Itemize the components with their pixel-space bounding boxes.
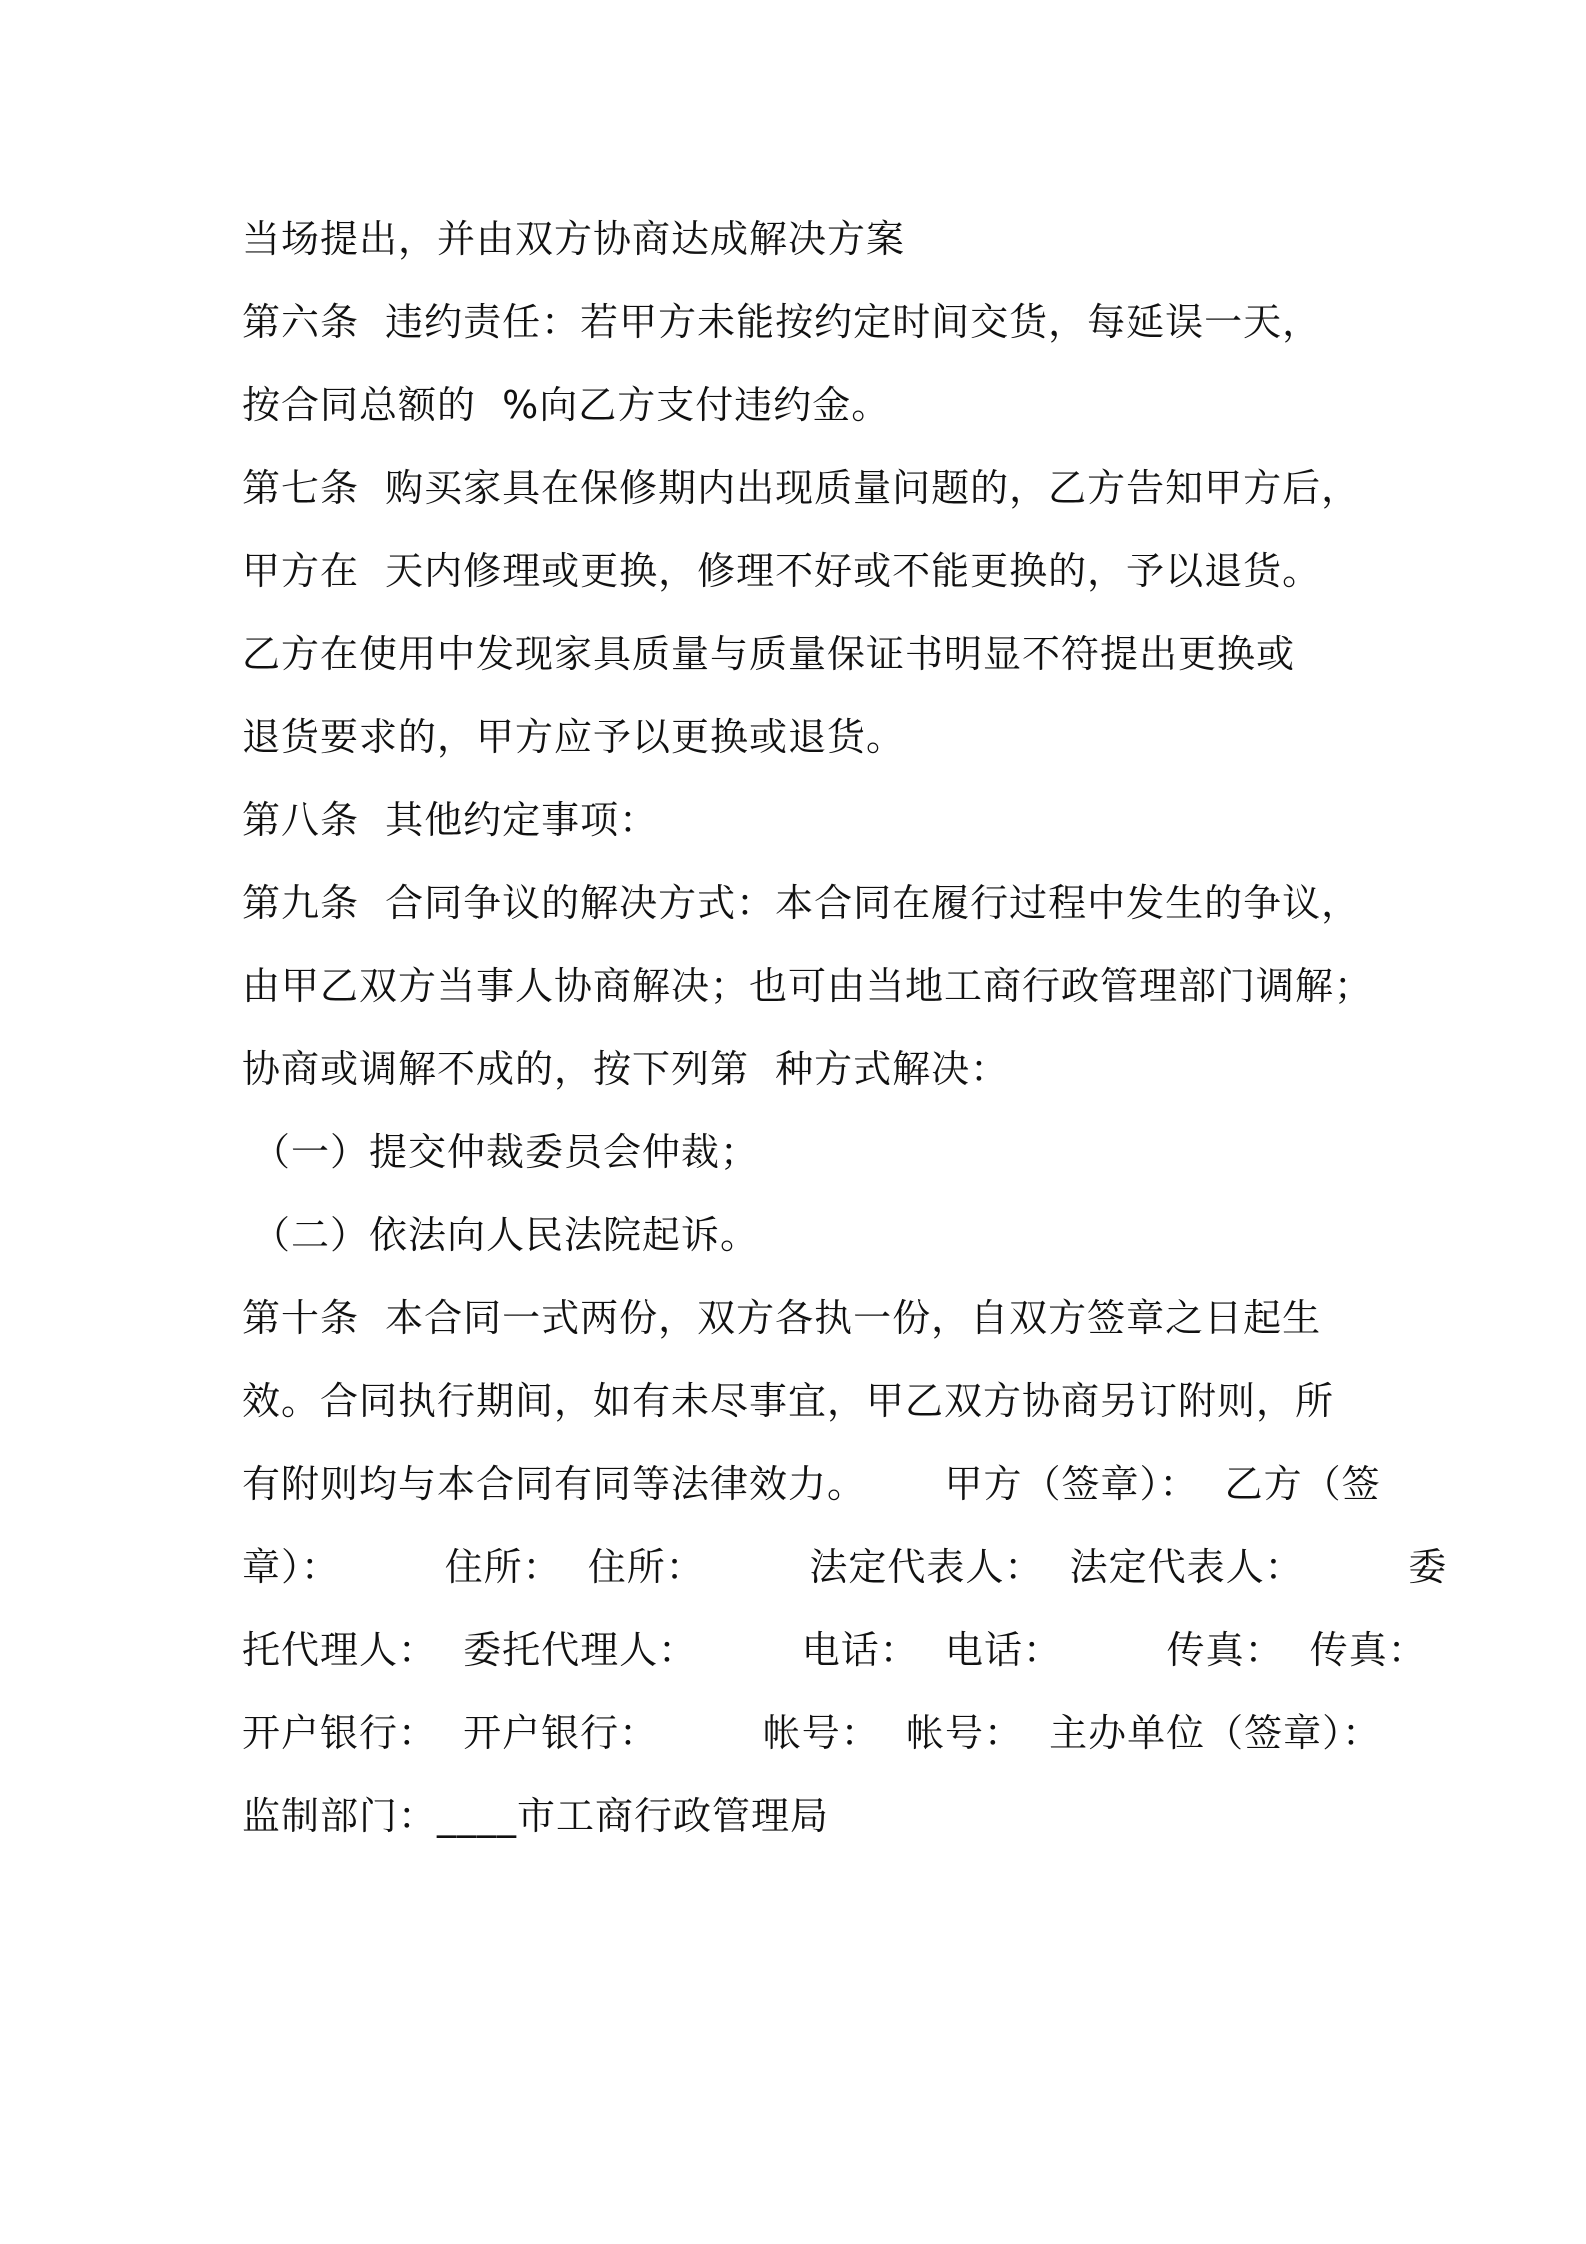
article-10-line-1: 第十条 本合同一式两份，双方各执一份，自双方签章之日起生 [242,1296,1322,1340]
supervision-line: 监制部门：____市工商行政管理局 [242,1794,830,1838]
text-line-1: 当场提出，并由双方协商达成解决方案 [242,217,906,261]
article-8-line: 第八条 其他约定事项： [242,798,659,842]
article-6-line-2: 按合同总额的 %向乙方支付违约金。 [242,383,891,427]
option-2-line: （二）依法向人民法院起诉。 [252,1213,760,1257]
article-7-line-3: 乙方在使用中发现家具质量与质量保证书明显不符提出更换或 [242,632,1296,676]
article-7-line-1: 第七条 购买家具在保修期内出现质量问题的，乙方告知甲方后， [242,466,1361,510]
article-7-line-2: 甲方在 天内修理或更换，修理不好或不能更换的，予以退货。 [242,549,1322,593]
contract-text [242,198,1448,1858]
article-10-line-2: 效。合同执行期间，如有未尽事宜，甲乙双方协商另订附则，所 [242,1379,1335,1423]
article-6-line-1: 第六条 违约责任：若甲方未能按约定时间交货，每延误一天， [242,300,1322,344]
article-9-line-2: 由甲乙双方当事人协商解决；也可由当地工商行政管理部门调解； [242,964,1374,1008]
signature-line-3: 托代理人： 委托代理人： 电话： 电话： 传真： 传真： [242,1628,1427,1672]
signature-line-1: 有附则均与本合同有同等法律效力。 甲方（签章）： 乙方（签 [242,1462,1381,1506]
article-9-line-3: 协商或调解不成的，按下列第 种方式解决： [242,1047,1010,1091]
article-7-line-4: 退货要求的，甲方应予以更换或退货。 [242,715,906,759]
signature-line-4: 开户银行： 开户银行： 帐号： 帐号： 主办单位（签章）： [242,1711,1382,1755]
article-9-line-1: 第九条 合同争议的解决方式：本合同在履行过程中发生的争议， [242,881,1361,925]
signature-line-2: 章）： 住所： 住所： 法定代表人： 法定代表人： 委 [242,1545,1448,1589]
option-1-line: （一）提交仲裁委员会仲裁； [252,1130,760,1174]
